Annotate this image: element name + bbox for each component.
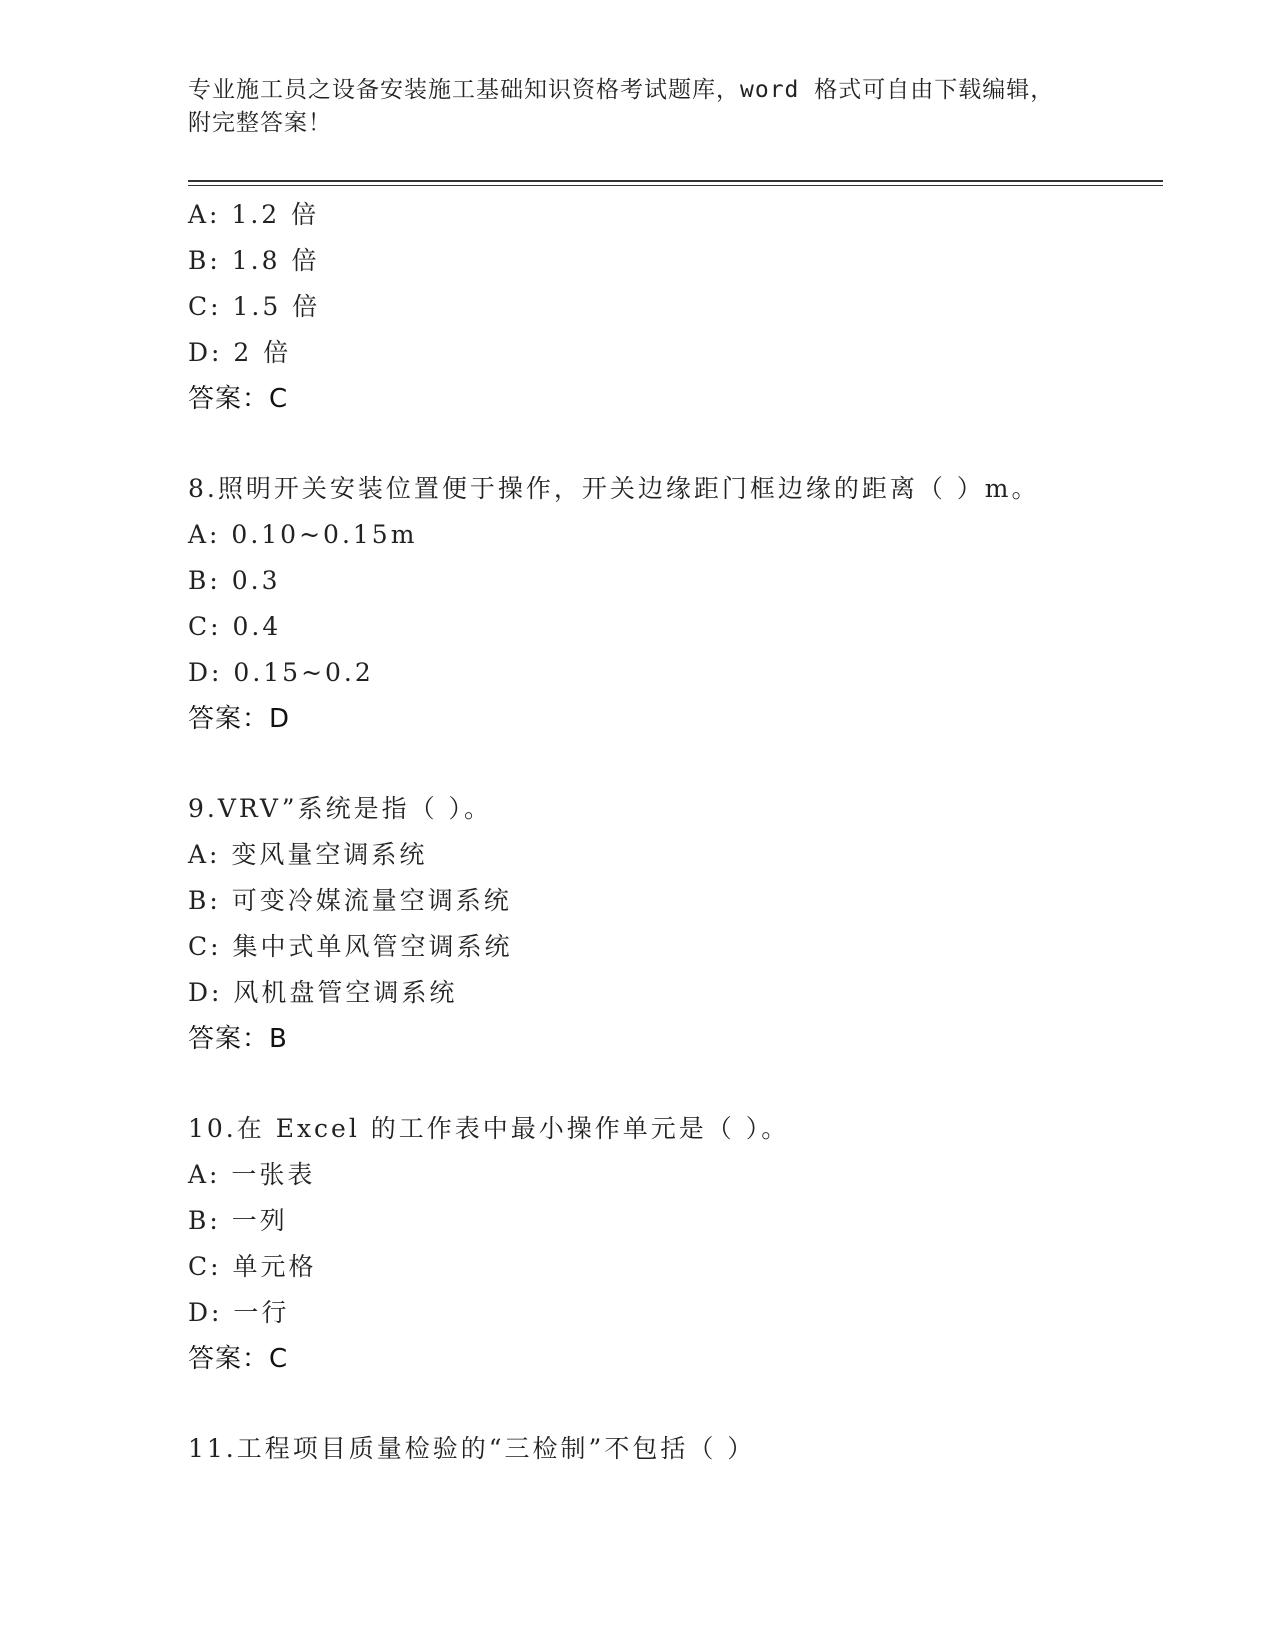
question-block-7 [188, 192, 1163, 422]
option-c: C: 1.5 倍 [188, 292, 321, 321]
question-block-9 [188, 786, 1163, 1062]
question-stem: 11.工程项目质量检验的“三检制”不包括（ ） [188, 1434, 756, 1463]
question-block-11 [188, 1426, 1163, 1472]
question-stem: 10.在 Excel 的工作表中最小操作单元是（ ）。 [188, 1114, 790, 1143]
option-c: C: 单元格 [188, 1252, 317, 1281]
header-divider [188, 180, 1163, 186]
question-list [188, 192, 1163, 1472]
option-a: A: 0.10~0.15m [188, 520, 418, 549]
option-a: A: 一张表 [188, 1160, 316, 1189]
header-line-2: 附完整答案！ [188, 110, 332, 136]
option-b: B: 一列 [188, 1206, 288, 1235]
option-c: C: 集中式单风管空调系统 [188, 932, 513, 961]
question-stem: 8.照明开关安装位置便于操作，开关边缘距门框边缘的距离（ ）m。 [188, 474, 1040, 503]
answer-text: 答案：C [188, 1344, 289, 1374]
option-d: D: 0.15~0.2 [188, 658, 374, 687]
option-d: D: 2 倍 [188, 338, 292, 367]
option-c: C: 0.4 [188, 612, 282, 641]
option-a: A: 变风量空调系统 [188, 840, 428, 869]
option-d: D: 风机盘管空调系统 [188, 978, 458, 1007]
option-a: A: 1.2 倍 [188, 200, 320, 229]
header-line-1: 专业施工员之设备安装施工基础知识资格考试题库，word 格式可自由下载编辑， [188, 77, 1055, 103]
answer-text: 答案：D [188, 704, 291, 734]
option-b: B: 0.3 [188, 566, 281, 595]
option-b: B: 1.8 倍 [188, 246, 320, 275]
option-d: D: 一行 [188, 1298, 290, 1327]
answer-text: 答案：B [188, 1024, 288, 1054]
question-block-8 [188, 466, 1163, 742]
option-b: B: 可变冷媒流量空调系统 [188, 886, 512, 915]
question-block-10 [188, 1106, 1163, 1382]
document-header [188, 74, 1088, 140]
answer-text: 答案：C [188, 384, 289, 414]
question-stem: 9.VRV”系统是指（ ）。 [188, 794, 493, 823]
